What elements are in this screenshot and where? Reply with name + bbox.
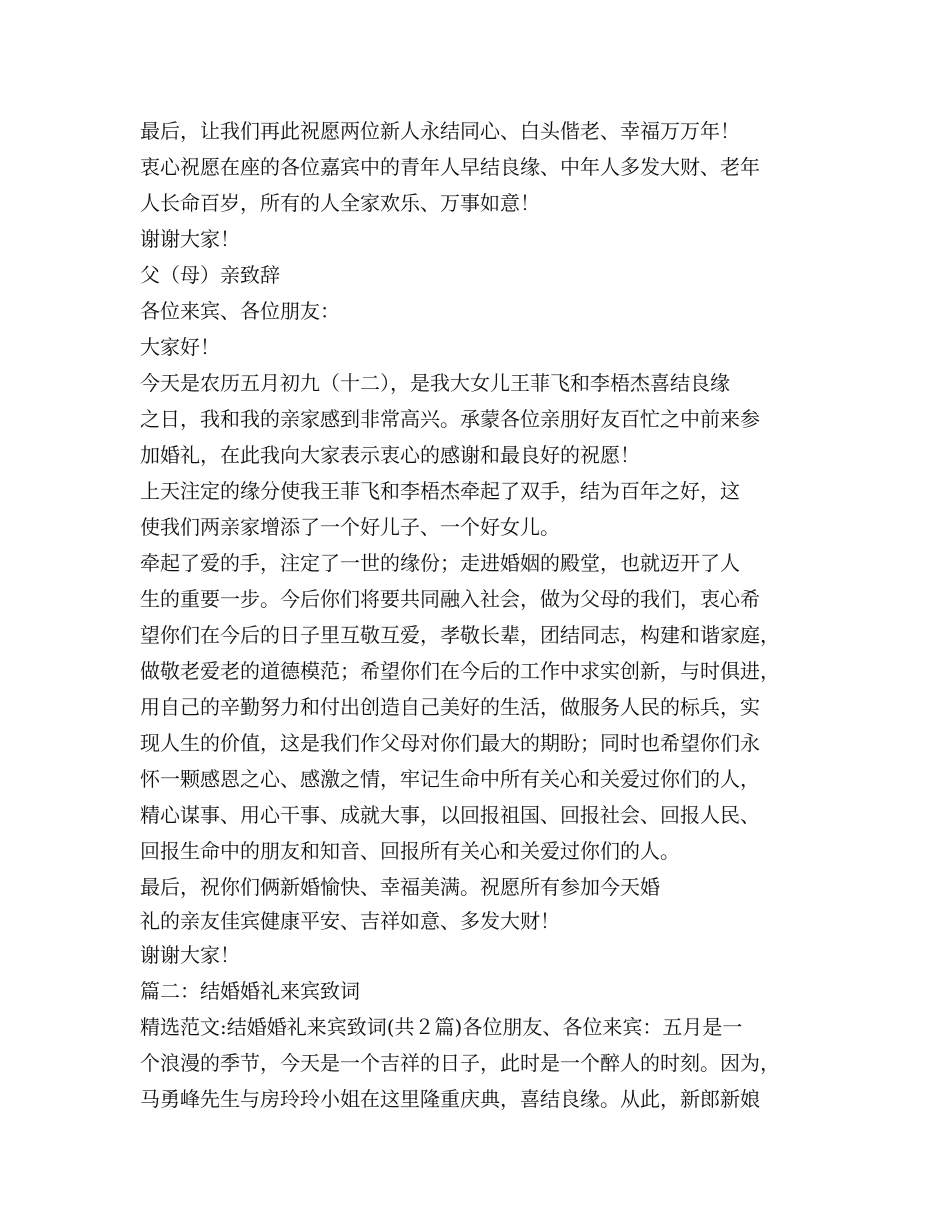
text-line: 今天是农历五月初九（十二），是我大女儿王菲飞和李梧杰喜结良缘 xyxy=(140,371,730,395)
text-line: 马勇峰先生与房玲玲小姐在这里隆重庆典，喜结良缘。从此，新郎新娘 xyxy=(140,1087,760,1111)
section-heading: 父（母）亲致辞 xyxy=(140,263,280,287)
text-line: 衷心祝愿在座的各位嘉宾中的青年人早结良缘、中年人多发大财、老年 xyxy=(140,155,760,179)
text-line: 用自己的辛勤努力和付出创造自己美好的生活，做服务人民的标兵，实 xyxy=(140,695,760,719)
text-line: 回报生命中的朋友和知音、回报所有关心和关爱过你们的人。 xyxy=(140,839,680,863)
text-line: 望你们在今后的日子里互敬互爱，孝敬长辈，团结同志，构建和谐家庭， xyxy=(140,623,780,647)
text-line: 上天注定的缘分使我王菲飞和李梧杰牵起了双手，结为百年之好，这 xyxy=(140,479,740,503)
text-line: 做敬老爱老的道德模范；希望你们在今后的工作中求实创新，与时俱进， xyxy=(140,659,780,683)
text-line: 大家好！ xyxy=(140,335,220,359)
text-line: 精心谋事、用心干事、成就大事，以回报祖国、回报社会、回报人民、 xyxy=(140,803,760,827)
text-line: 牵起了爱的手，注定了一世的缘份；走进婚姻的殿堂，也就迈开了人 xyxy=(140,551,740,575)
text-line: 最后，祝你们俩新婚愉快、幸福美满。祝愿所有参加今天婚 xyxy=(140,875,660,899)
text-line: 礼的亲友佳宾健康平安、吉祥如意、多发大财！ xyxy=(140,909,560,933)
text-line: 加婚礼，在此我向大家表示衷心的感谢和最良好的祝愿！ xyxy=(140,443,640,467)
text-line: 生的重要一步。今后你们将要共同融入社会，做为父母的我们，衷心希 xyxy=(140,587,760,611)
text-line: 怀一颗感恩之心、感激之情，牢记生命中所有关心和关爱过你们的人， xyxy=(140,767,760,791)
text-line: 之日，我和我的亲家感到非常高兴。承蒙各位亲朋好友百忙之中前来参 xyxy=(140,407,760,431)
text-line: 人长命百岁，所有的人全家欢乐、万事如意！ xyxy=(140,191,540,215)
text-line: 使我们两亲家增添了一个好儿子、一个好女儿。 xyxy=(140,515,560,539)
text-line: 最后，让我们再此祝愿两位新人永结同心、白头偕老、幸福万万年！ xyxy=(140,119,740,143)
text-line: 谢谢大家！ xyxy=(140,943,240,967)
text-line: 现人生的价值，这是我们作父母对你们最大的期盼；同时也希望你们永 xyxy=(140,731,760,755)
text-line: 谢谢大家！ xyxy=(140,227,240,251)
text-line: 精选范文:结婚婚礼来宾致词(共２篇)各位朋友、各位来宾：五月是一 xyxy=(140,1015,743,1039)
text-line: 各位来宾、各位朋友： xyxy=(140,299,340,323)
section-heading: 篇二：结婚婚礼来宾致词 xyxy=(140,979,360,1003)
text-line: 个浪漫的季节，今天是一个吉祥的日子，此时是一个醉人的时刻。因为， xyxy=(140,1051,780,1075)
